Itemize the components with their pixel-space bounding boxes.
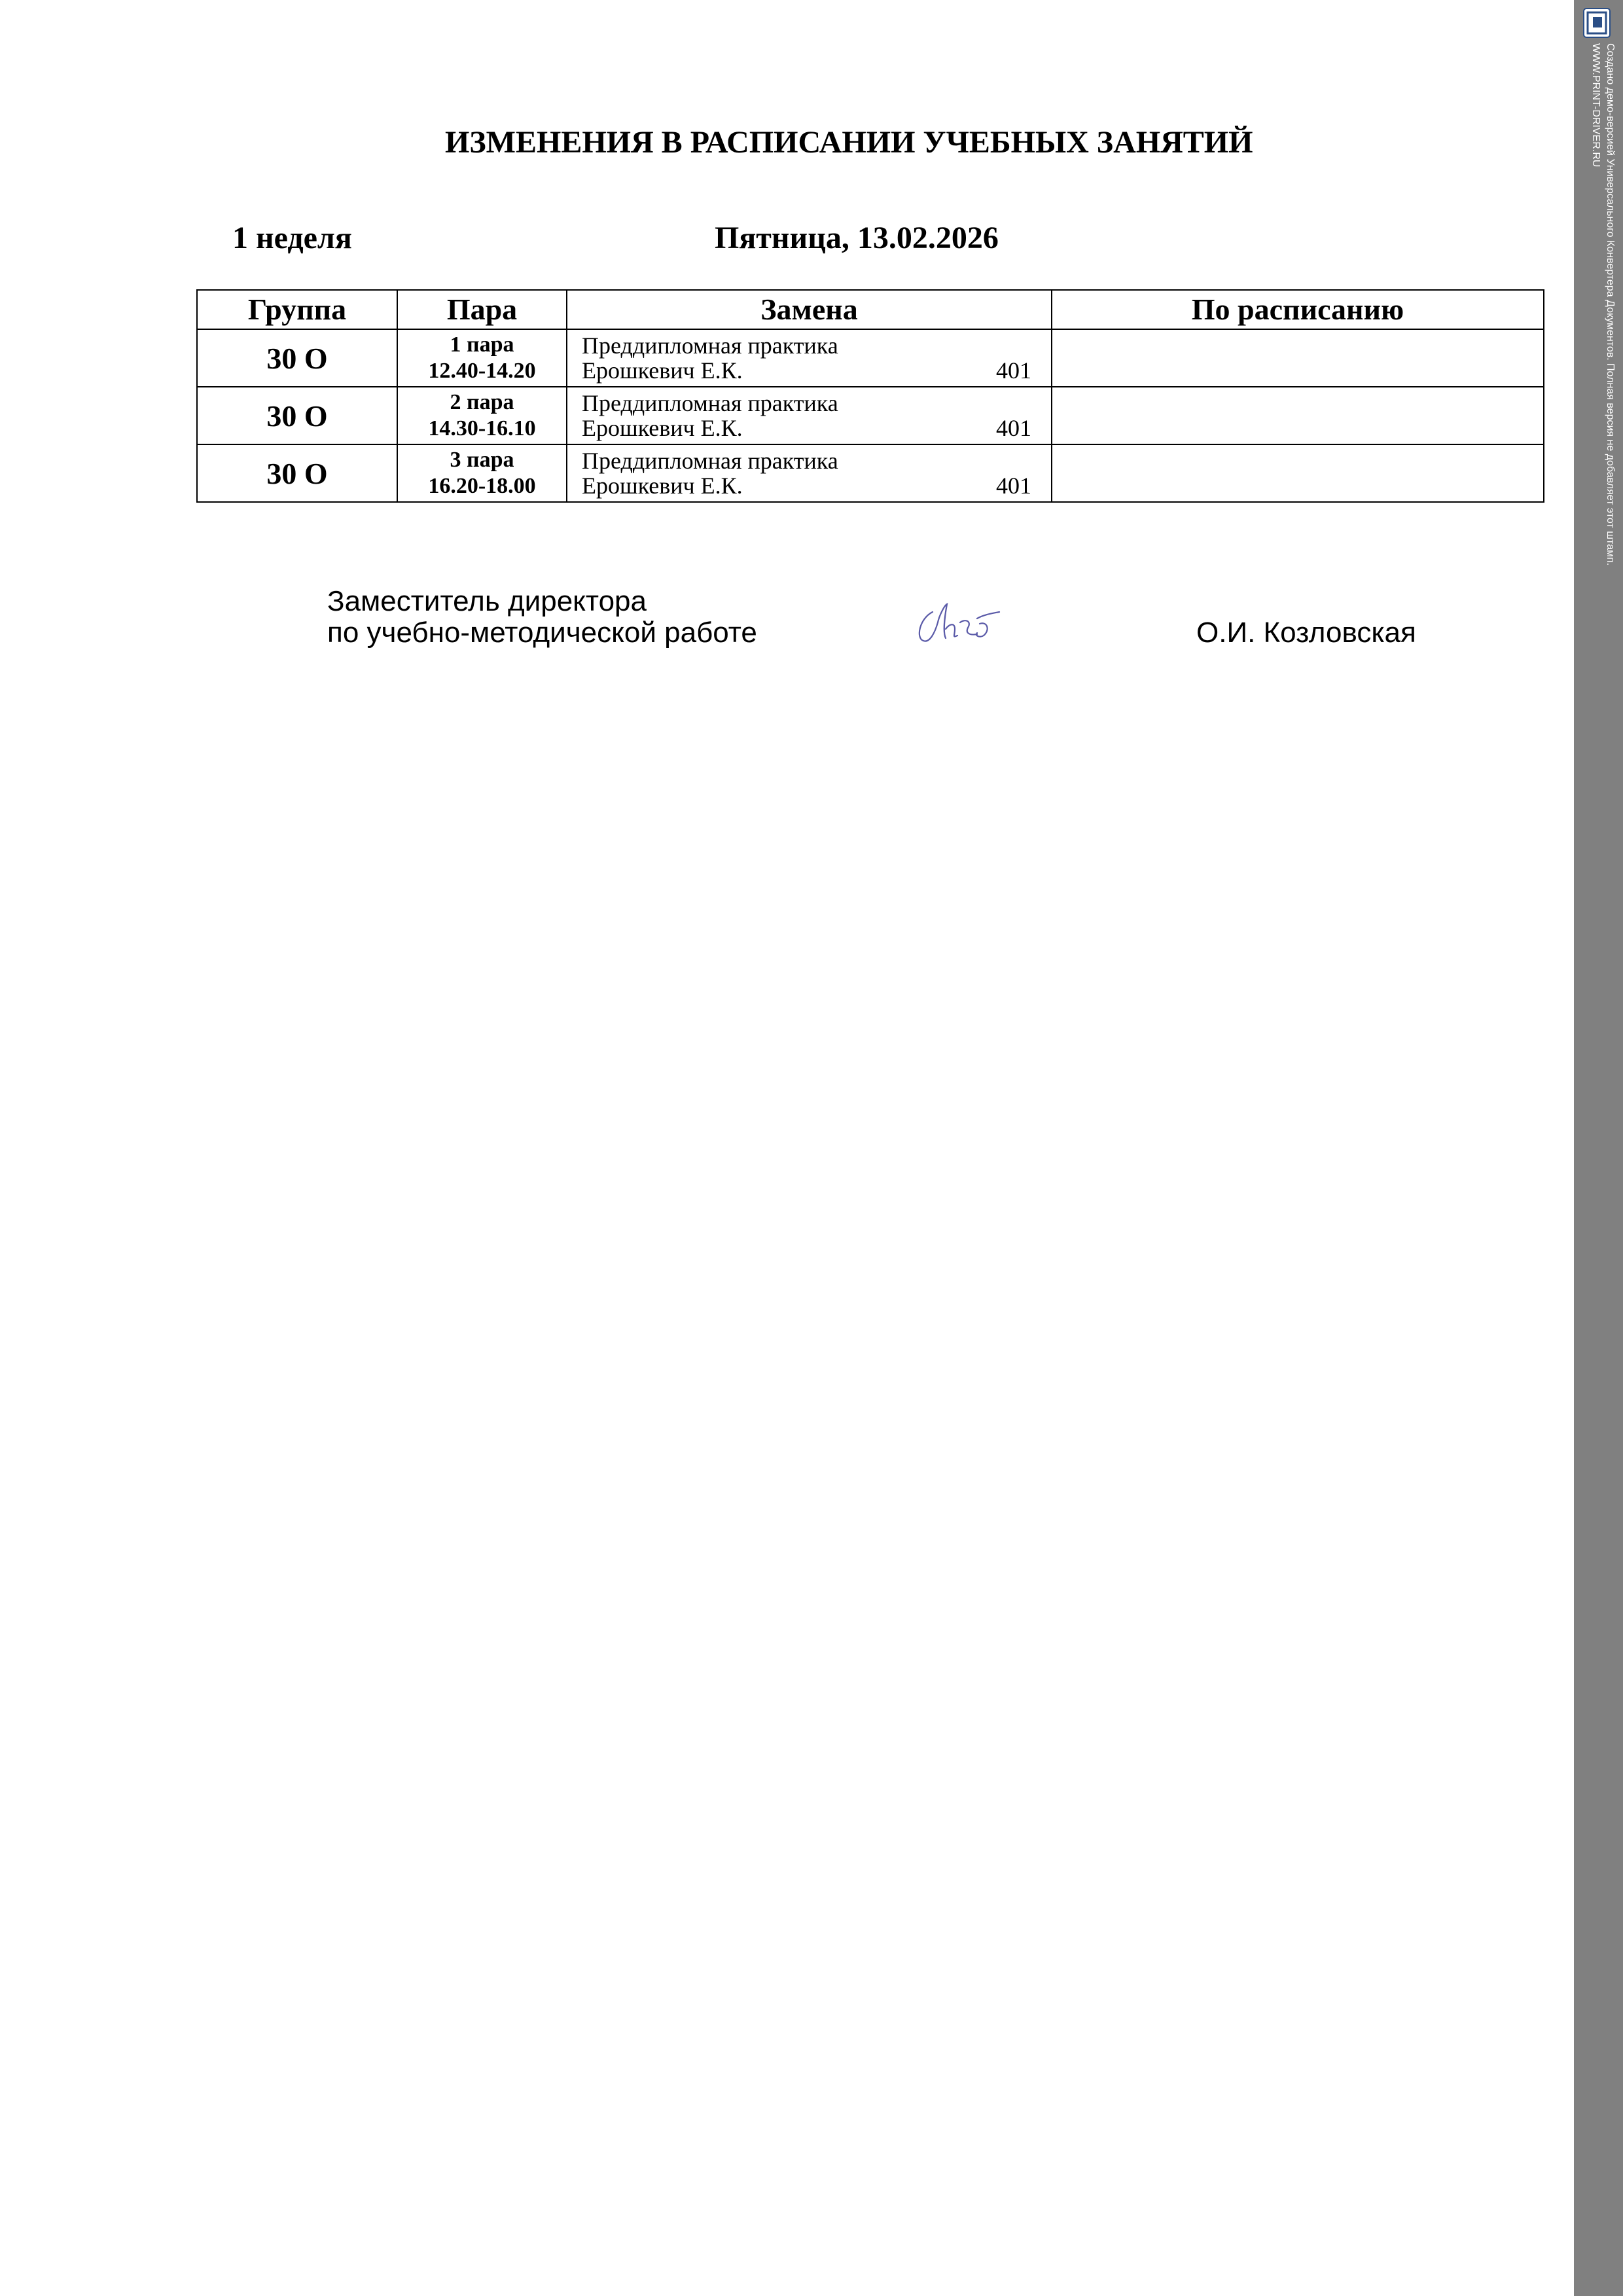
group-cell: 30 О bbox=[197, 387, 397, 444]
header-group: Группа bbox=[197, 290, 397, 329]
header-pair: Пара bbox=[397, 290, 567, 329]
pair-number: 1 пара bbox=[450, 332, 514, 357]
week-label: 1 неделя bbox=[232, 221, 352, 255]
replacement-cell bbox=[567, 329, 1052, 387]
room-text: 401 bbox=[996, 473, 1031, 499]
group-cell: 30 О bbox=[197, 444, 397, 502]
header-replacement: Замена bbox=[567, 290, 1052, 329]
pair-cell bbox=[397, 387, 567, 444]
document-title: ИЗМЕНЕНИЯ В РАСПИСАНИИ УЧЕБНЫХ ЗАНЯТИЙ bbox=[445, 125, 1253, 160]
demo-stamp-text bbox=[1588, 43, 1617, 565]
teacher-text: Ерошкевич Е.К. bbox=[582, 473, 743, 499]
header-scheduled: По расписанию bbox=[1052, 290, 1544, 329]
subject-text: Преддипломная практика bbox=[582, 332, 838, 359]
stamp-line-1: Создано демо-версией Универсального Конвертера Документов. Полная версия не добавляет этот штамп. bbox=[1605, 43, 1616, 566]
date-label: Пятница, 13.02.2026 bbox=[715, 221, 999, 255]
stamp-line-2: WWW.PRINT-DRIVER.RU bbox=[1590, 43, 1601, 168]
table-row bbox=[197, 329, 1544, 387]
replacement-cell bbox=[567, 387, 1052, 444]
scheduled-cell bbox=[1052, 444, 1544, 502]
pair-cell bbox=[397, 329, 567, 387]
teacher-text: Ерошкевич Е.К. bbox=[582, 357, 743, 384]
subject-text: Преддипломная практика bbox=[582, 448, 838, 474]
signatory-name: О.И. Козловская bbox=[1196, 617, 1416, 649]
table-row bbox=[197, 387, 1544, 444]
position-line-1: Заместитель директора bbox=[327, 585, 647, 617]
table-header-row bbox=[197, 290, 1544, 329]
pair-time: 16.20-18.00 bbox=[428, 474, 536, 498]
teacher-text: Ерошкевич Е.К. bbox=[582, 415, 743, 441]
pair-number: 3 пара bbox=[450, 448, 514, 472]
replacement-cell bbox=[567, 444, 1052, 502]
position-line-2: по учебно-методической работе bbox=[327, 617, 757, 649]
subject-text: Преддипломная практика bbox=[582, 390, 838, 416]
handwritten-signature bbox=[906, 592, 1011, 653]
pair-time: 12.40-14.20 bbox=[428, 359, 536, 383]
pair-cell bbox=[397, 444, 567, 502]
signatory-position bbox=[327, 586, 757, 649]
converter-logo-icon bbox=[1583, 8, 1611, 38]
room-text: 401 bbox=[996, 415, 1031, 441]
group-cell: 30 О bbox=[197, 329, 397, 387]
schedule-table bbox=[196, 289, 1544, 503]
pair-number: 2 пара bbox=[450, 390, 514, 414]
pair-time: 14.30-16.10 bbox=[428, 416, 536, 440]
scheduled-cell bbox=[1052, 329, 1544, 387]
table-row bbox=[197, 444, 1544, 502]
scheduled-cell bbox=[1052, 387, 1544, 444]
room-text: 401 bbox=[996, 357, 1031, 384]
